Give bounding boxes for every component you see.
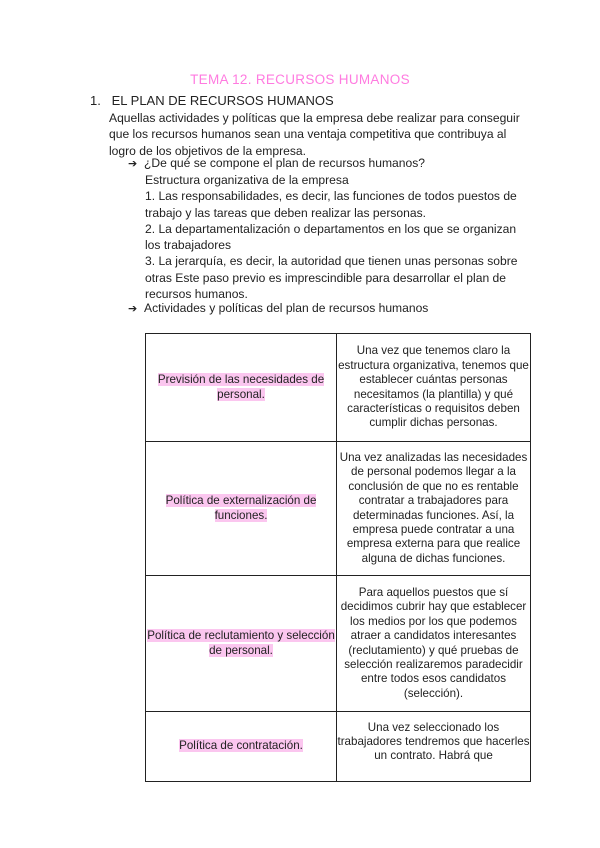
highlighted-label: Política de externalización de funciones. xyxy=(165,494,317,522)
highlighted-label: Política de contratación. xyxy=(179,739,303,753)
table-cell-description: Una vez analizadas las necesidades de personal podemos llegar a la conclusión de que no es rentable contratar a trabajadores para determinadas funciones. Así, la empresa puede contratar a una empresa externa para que realice alguna de dichas funciones. xyxy=(337,442,531,576)
section-heading-text: EL PLAN DE RECURSOS HUMANOS xyxy=(111,93,334,108)
hr-plan-table xyxy=(145,333,531,782)
bullet-subtext xyxy=(145,172,530,302)
table-row xyxy=(146,576,531,712)
highlighted-label: Política de reclutamiento y selección de personal. xyxy=(147,629,335,657)
section-heading xyxy=(90,93,334,108)
document-title-text: TEMA 12. RECURSOS HUMANOS xyxy=(190,72,410,87)
table-cell-label xyxy=(146,334,337,442)
subtext-line: Estructura organizativa de la empresa xyxy=(145,173,349,187)
bullet-text: ¿De qué se compone el plan de recursos humanos? xyxy=(144,156,426,170)
table-row xyxy=(146,334,531,442)
arrow-right-icon: ➔ xyxy=(128,158,138,170)
table-cell-description xyxy=(337,712,531,782)
document-title xyxy=(0,72,600,87)
truncated-description: Una vez seleccionado los trabajadores tendremos que hacerles un contrato. Habrá que xyxy=(337,720,530,763)
highlighted-label: Previsión de las necesidades de personal. xyxy=(157,373,325,401)
bullet-item xyxy=(128,301,428,315)
table-row xyxy=(146,712,531,782)
table-cell-label xyxy=(146,576,337,712)
subtext-line: 3. La jerarquía, es decir, la autoridad que tienen unas personas sobre otras Este paso previo es imprescindible para desarrollar el plan de recursos humanos. xyxy=(145,254,518,302)
table-cell-description: Para aquellos puestos que sí decidimos cubrir hay que establecer los medios por los que podemos atraer a candidatos interesantes (reclutamiento) y qué pruebas de selección realizaremos paradecidir entre todos esos candidatos (selección). xyxy=(337,576,531,712)
subtext-line: 1. Las responsabilidades, es decir, las funciones de todos puestos de trabajo y las tareas que deben realizar las personas. xyxy=(145,189,517,220)
table-cell-label xyxy=(146,712,337,782)
section-number: 1. xyxy=(90,93,101,108)
bullet-item xyxy=(128,156,425,170)
arrow-right-icon: ➔ xyxy=(128,303,138,315)
subtext-line: 2. La departamentalización o departamentos en los que se organizan los trabajadores xyxy=(145,221,517,253)
table-cell-label xyxy=(146,442,337,576)
table-row xyxy=(146,442,531,576)
table-cell-description: Una vez que tenemos claro la estructura organizativa, tenemos que establecer cuántas personas necesitamos (la plantilla) y qué características o requisitos deben cumplir dichas personas. xyxy=(337,334,531,442)
section-intro: Aquellas actividades y políticas que la empresa debe realizar para conseguir que los recursos humanos sean una ventaja competitiva que contribuya al logro de los objetivos de la empresa. xyxy=(109,111,520,158)
bullet-text: Actividades y políticas del plan de recursos humanos xyxy=(144,301,429,315)
